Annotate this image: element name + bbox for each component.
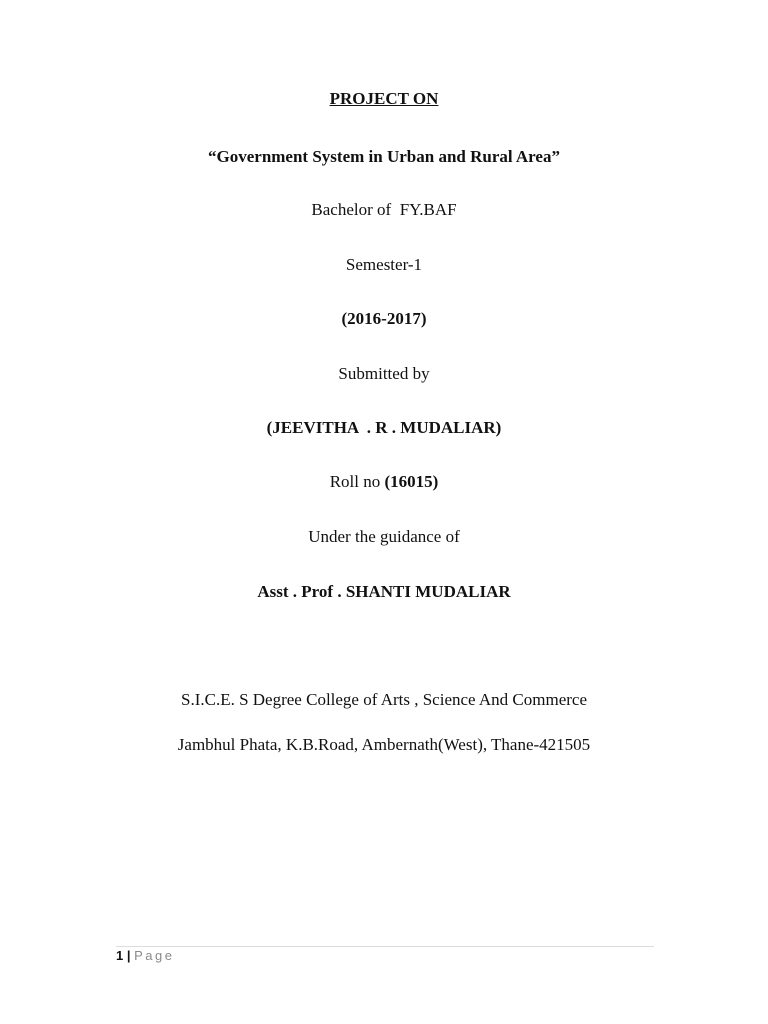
roll-number-line <box>0 471 768 493</box>
footer-divider <box>116 946 654 947</box>
page-number: 1 <box>116 948 124 963</box>
academic-year: (2016-2017) <box>341 309 427 328</box>
college-address: Jambhul Phata, K.B.Road, Ambernath(West), Thane-421505 <box>177 735 591 754</box>
guidance-label: Under the guidance of <box>308 527 460 546</box>
footer-separator: | <box>126 948 131 963</box>
semester-line: Semester-1 <box>345 255 423 274</box>
roll-label: Roll no <box>329 472 385 491</box>
student-name: (JEEVITHA . R . MUDALIAR) <box>266 418 502 437</box>
page-word: Page <box>134 948 175 963</box>
college-name: S.I.C.E. S Degree College of Arts , Science And Commerce <box>180 690 588 709</box>
roll-number: (16015) <box>384 472 439 491</box>
degree-line: Bachelor of FY.BAF <box>311 200 457 219</box>
project-heading: PROJECT ON <box>329 89 439 108</box>
submitted-by-label: Submitted by <box>338 364 430 383</box>
guide-name: Asst . Prof . SHANTI MUDALIAR <box>257 582 511 601</box>
page-footer <box>116 948 175 964</box>
project-title: “Government System in Urban and Rural Area” <box>208 147 560 166</box>
